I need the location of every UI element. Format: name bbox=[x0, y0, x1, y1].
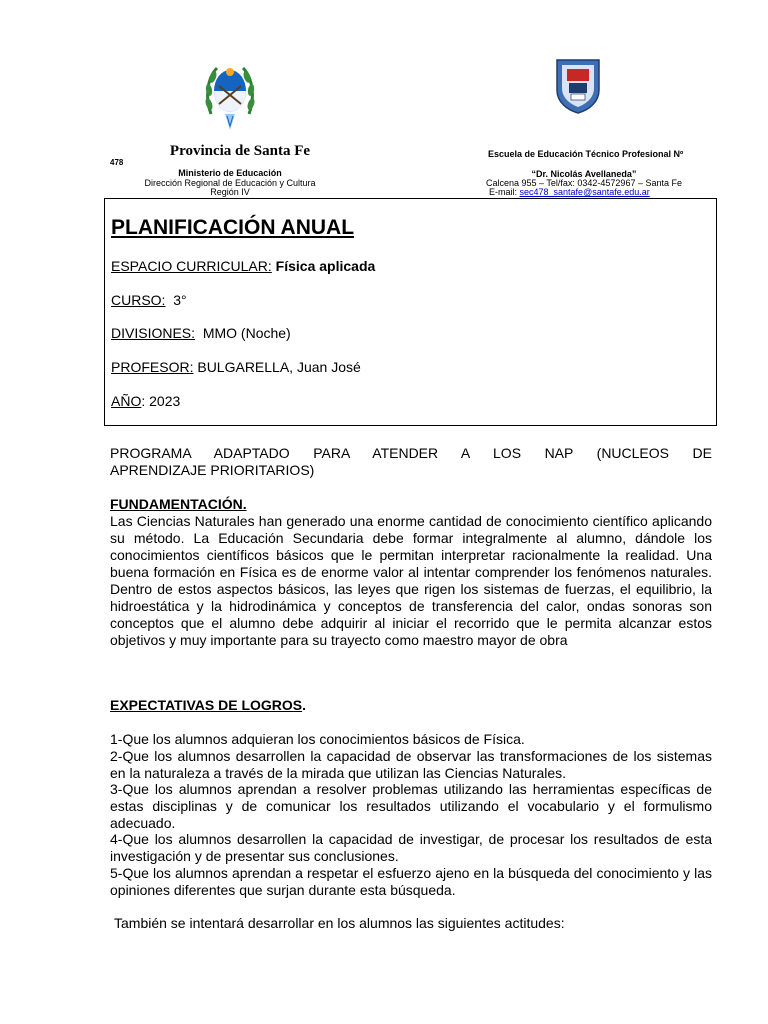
email-label: E-mail: bbox=[489, 187, 520, 197]
expectativa-item: 5-Que los alumnos aprendan a respetar el esfuerzo ajeno en la búsqueda del conocimiento y las opiniones diferentes que surjan durante esta búsqueda. bbox=[110, 865, 712, 898]
region: Región IV bbox=[210, 187, 250, 197]
curso-label: CURSO: bbox=[111, 292, 166, 308]
school-name: “Dr. Nicolás Avellaneda” bbox=[531, 169, 637, 179]
province-crest-icon bbox=[203, 58, 257, 134]
profesor-field bbox=[111, 359, 361, 375]
expectativa-item: 2-Que los alumnos desarrollen la capacidad de observar las transformaciones de los sistemas en la naturaleza a través de la mirada que utilizan las Ciencias Naturales. bbox=[110, 748, 712, 781]
regional-direction: Dirección Regional de Educación y Cultura bbox=[144, 178, 316, 188]
expectativas-heading-dot: . bbox=[302, 697, 307, 713]
espacio-curricular-label: ESPACIO CURRICULAR: bbox=[111, 258, 272, 274]
expectativa-item: 3-Que los alumnos aprendan a resolver problemas utilizando las herramientas específicas de estas disciplinas y de comunicar los resultados utilizando el vocabulario y el formulismo adecuado. bbox=[110, 781, 712, 831]
school-email bbox=[489, 187, 650, 197]
programa-line-1: PROGRAMA ADAPTADO PARA ATENDER A LOS NAP (NUCLEOS DE bbox=[110, 445, 712, 461]
school-number: 478 bbox=[110, 158, 124, 167]
divisiones-label: DIVISIONES: bbox=[111, 325, 196, 341]
divisiones-value: MMO (Noche) bbox=[202, 325, 291, 341]
curso-value: 3° bbox=[173, 292, 187, 308]
expectativa-item: 1-Que los alumnos adquieran los conocimientos básicos de Física. bbox=[110, 731, 525, 747]
profesor-label: PROFESOR: bbox=[111, 359, 194, 375]
profesor-value: BULGARELLA, Juan José bbox=[197, 359, 361, 375]
expectativas-heading-row bbox=[110, 697, 712, 714]
curso-field bbox=[111, 292, 187, 308]
fundamentacion-text: Las Ciencias Naturales han generado una enorme cantidad de conocimiento científico aplicando su método. La Educación Secundaria debe formar integralmente al alumno, dándole los conocimientos científicos básicos que le permitan interpretar racionalmente la realidad. Una buena formación en Física es de enorme valor al intentar comprender los fenómenos naturales. Dentro de estos aspectos básicos, las leyes que rigen los sistemas de fuerzas, el equilibrio, la hidroestática y la hidrodinámica y conceptos de transferencia del calor, ondas sonoras son conceptos que el alumno debe adquirir al iniciar el recorrido que le permita alcanzar estos objetivos y muy importante para su trayecto como maestro mayor de obra bbox=[110, 513, 712, 648]
email-link[interactable]: sec478_santafe@santafe.edu.ar bbox=[519, 187, 650, 197]
anio-label: AÑO bbox=[111, 393, 142, 409]
anio-field bbox=[111, 393, 180, 409]
expectativa-item: 4-Que los alumnos desarrollen la capacidad de investigar, de procesar los resultados de esta investigación y de presentar sus conclusiones. bbox=[110, 831, 712, 864]
page-title: PLANIFICACIÓN ANUAL bbox=[111, 216, 355, 239]
ministry-name: Ministerio de Educación bbox=[178, 168, 282, 178]
actitudes-intro: También se intentará desarrollar en los alumnos las siguientes actitudes: bbox=[114, 915, 565, 931]
school-address: Calcena 955 – Tel/fax: 0342-4572967 – Santa Fe bbox=[486, 178, 682, 188]
espacio-curricular-value: Física aplicada bbox=[275, 258, 376, 274]
province-name: Provincia de Santa Fe bbox=[169, 143, 311, 159]
programa-line-2: APRENDIZAJE PRIORITARIOS) bbox=[110, 462, 315, 478]
expectativas-heading: EXPECTATIVAS DE LOGROS bbox=[110, 697, 303, 713]
school-type: Escuela de Educación Técnico Profesional Nº bbox=[488, 149, 684, 159]
school-emblem-icon bbox=[553, 56, 603, 114]
anio-value: : 2023 bbox=[141, 393, 181, 409]
planning-info-box bbox=[104, 198, 717, 426]
fundamentacion-heading: FUNDAMENTACIÓN. bbox=[110, 496, 247, 512]
divisiones-field bbox=[111, 325, 291, 341]
espacio-curricular-field bbox=[111, 258, 375, 274]
